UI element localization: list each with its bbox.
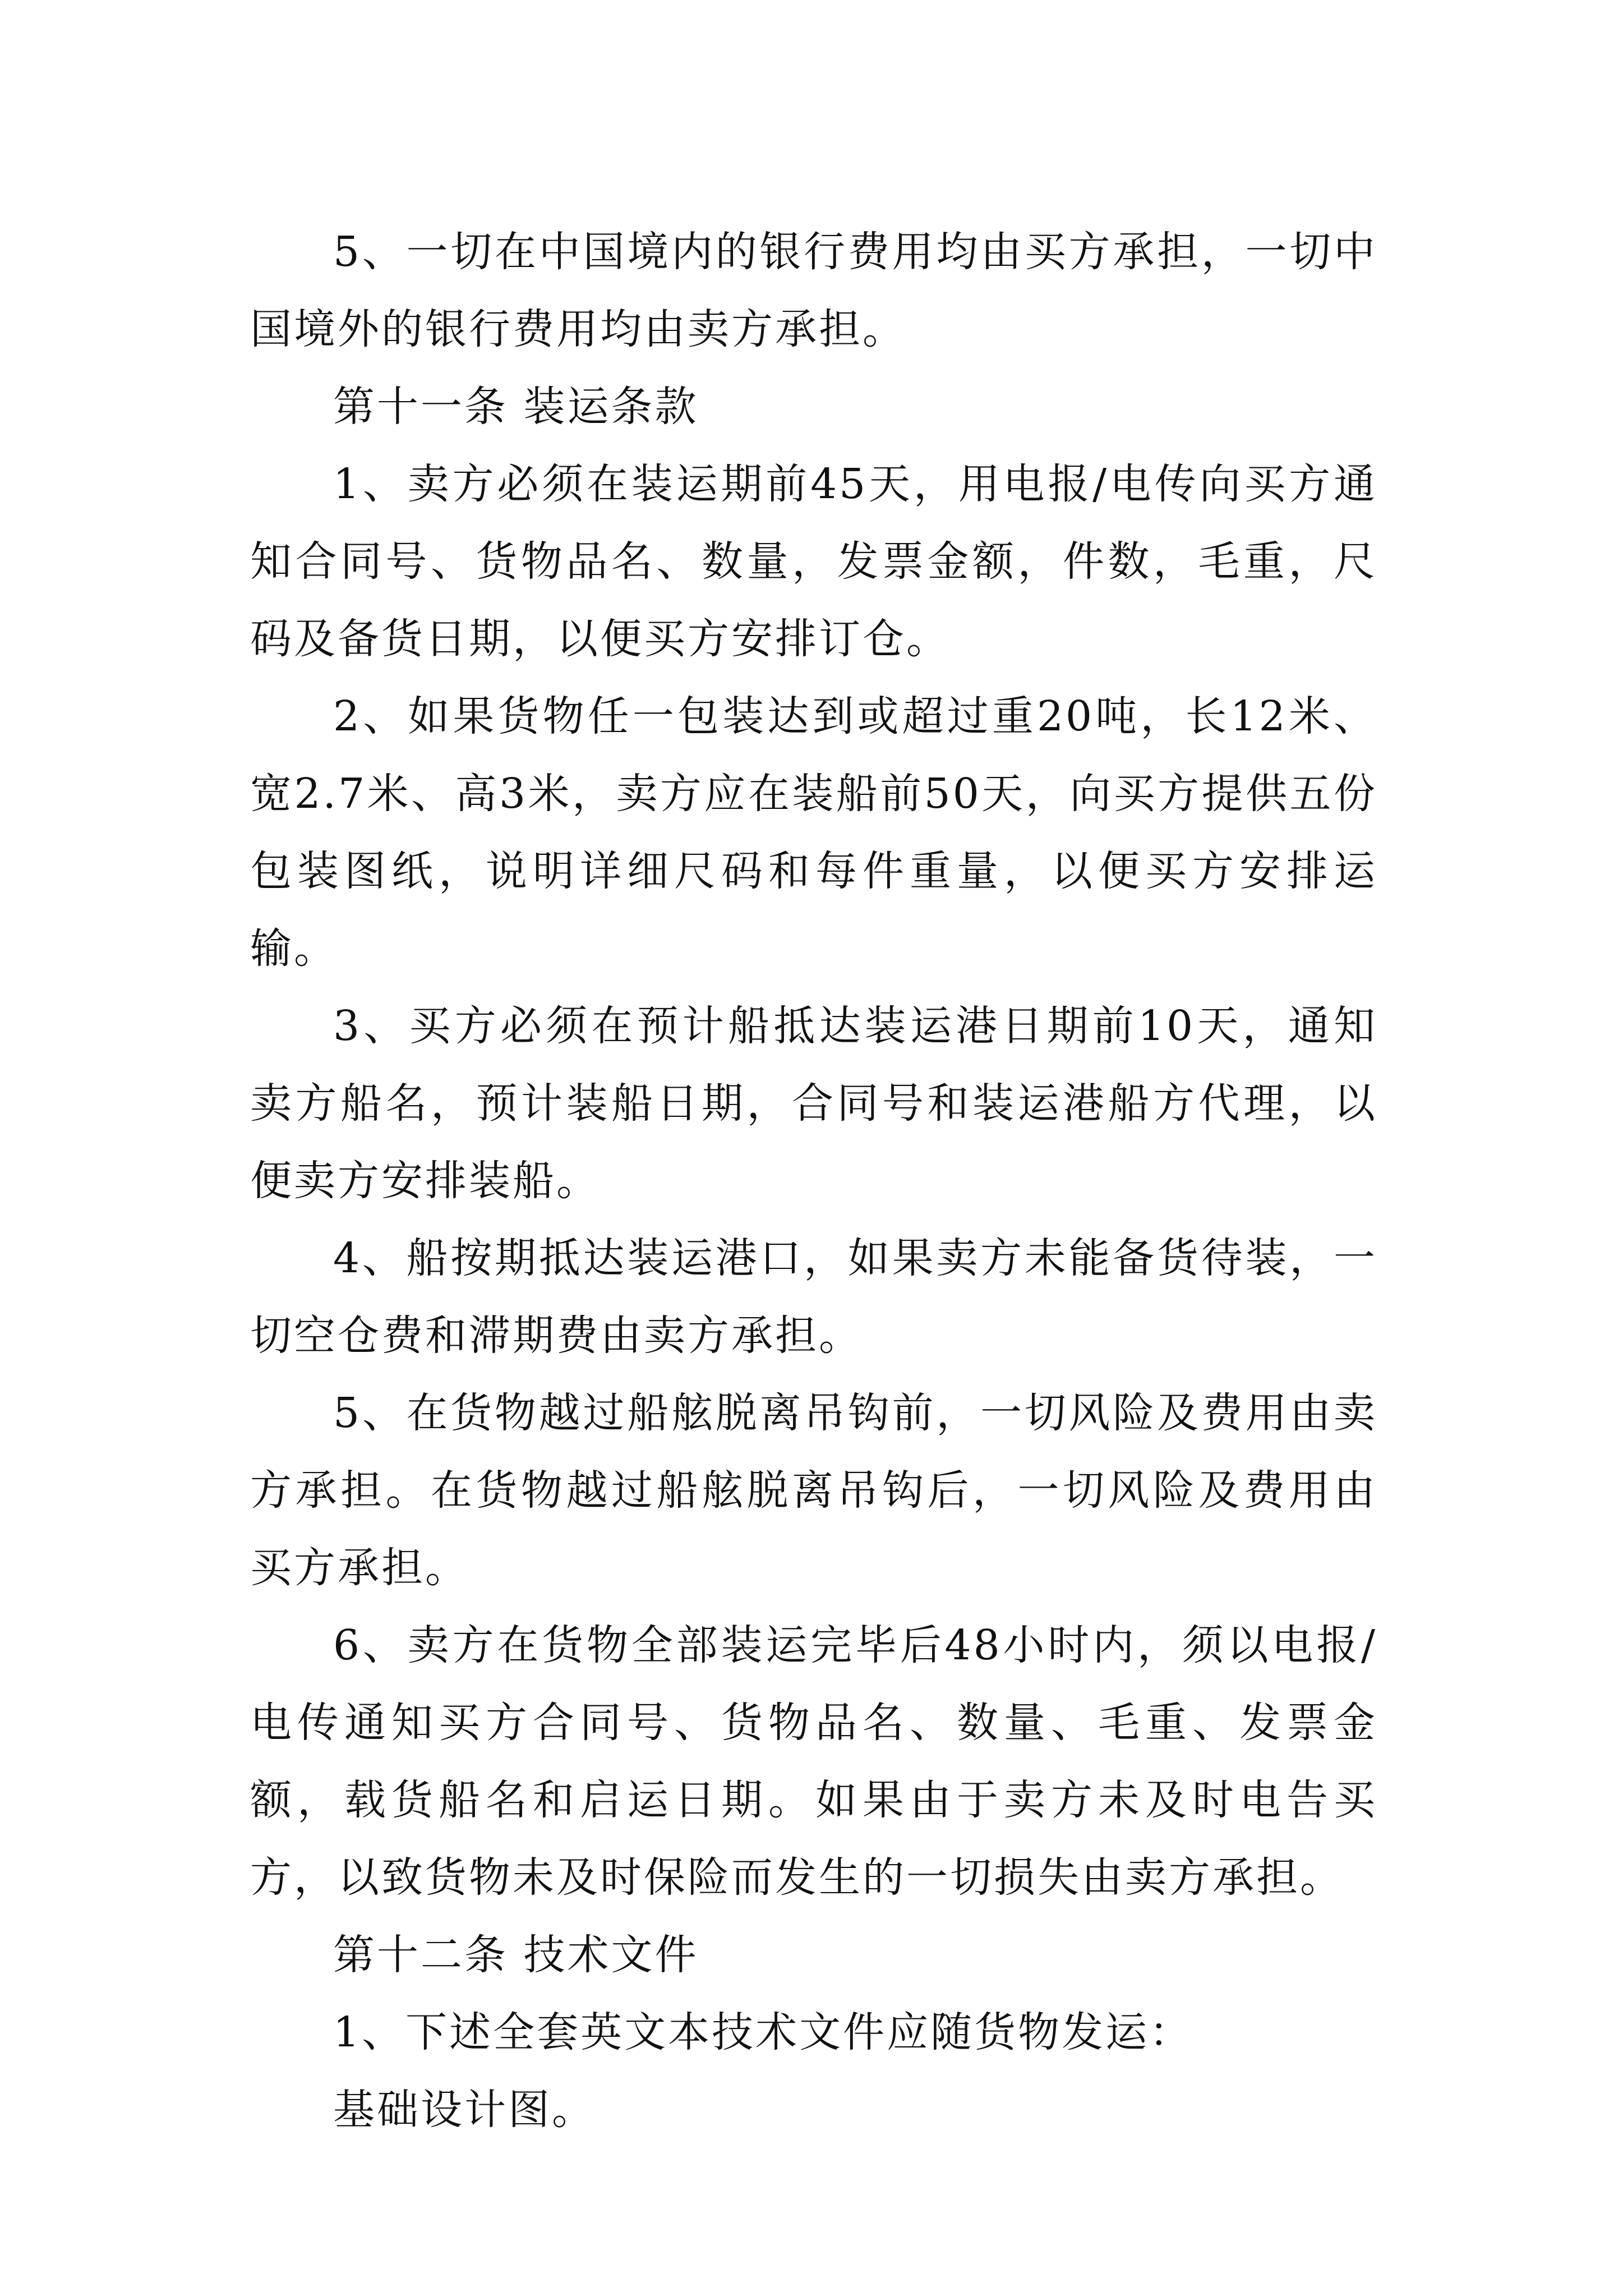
clause-11-item-4: 4、船按期抵达装运港口，如果卖方未能备货待装，一切空仓费和滞期费由卖方承担。 [250,1234,1377,1360]
article-12-heading: 第十二条 技术文件 [333,1931,699,1979]
article-11-heading: 第十一条 装运条款 [333,383,699,431]
clause-10-item-5: 5、一切在中国境内的银行费用均由买方承担，一切中国境外的银行费用均由卖方承担。 [250,228,1377,353]
clause-11-item-5: 5、在货物越过船舷脱离吊钩前，一切风险及费用由卖方承担。在货物越过船舷脱离吊钩后，一切风险及费用由买方承担。 [250,1389,1377,1592]
clause-11-item-3: 3、买方必须在预计船抵达装运港日期前10天，通知卖方船名，预计装船日期，合同号和装运港船方代理，以便卖方安排装船。 [250,1002,1377,1205]
document-body [250,213,1377,2148]
clause-11-item-6: 6、卖方在货物全部装运完毕后48小时内，须以电报/电传通知买方合同号、货物品名、数量、毛重、发票金额，载货船名和启运日期。如果由于卖方未及时电告买方，以致货物未及时保险而发生的一切损失由卖方承担。 [250,1621,1377,1902]
clause-11-item-1: 1、卖方必须在装运期前45天，用电报/电传向买方通知合同号、货物品名、数量，发票金额，件数，毛重，尺码及备货日期，以便买方安排订仓。 [250,460,1377,663]
clause-12-list-item: 基础设计图。 [333,2086,596,2134]
clause-12-item-1: 1、下述全套英文本技术文件应随货物发运： [333,2008,1193,2056]
clause-11-item-2: 2、如果货物任一包装达到或超过重20吨，长12米、宽2.7米、高3米，卖方应在装船前50天，向买方提供五份包装图纸，说明详细尺码和每件重量，以便买方安排运输。 [250,692,1377,973]
